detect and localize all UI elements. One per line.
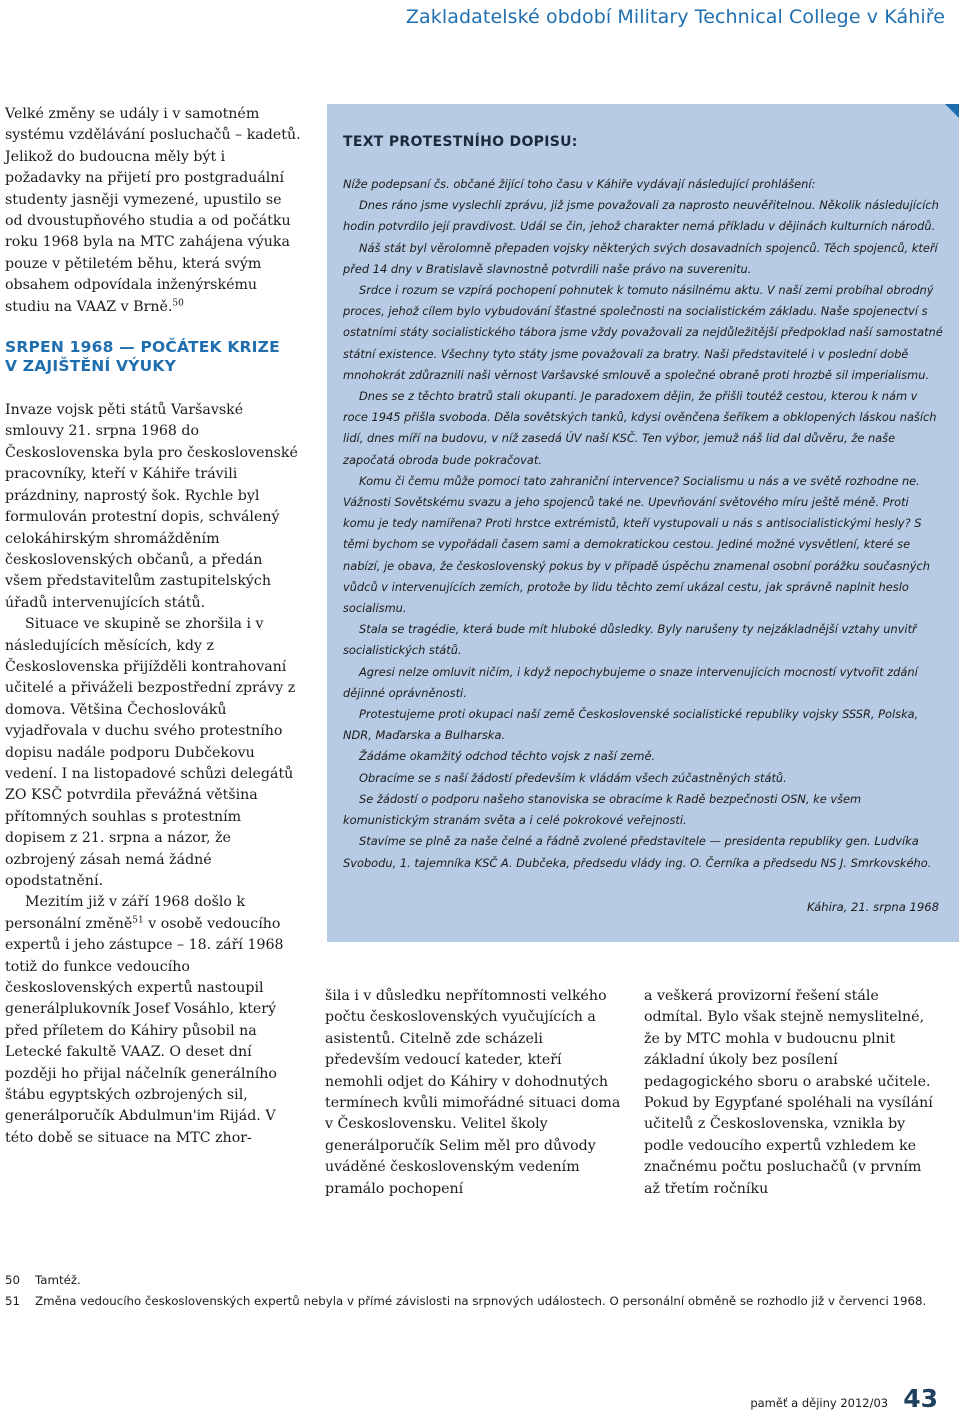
letter-date: Káhira, 21. srpna 1968 bbox=[806, 900, 939, 914]
letter-paragraph: Protestujeme proti okupaci naší země Československé socialistické republiky vojsky SSSR, Polska, NDR, Maďarska a Bulharska. bbox=[343, 707, 919, 743]
paragraph-personnel-text-b: v osobě vedoucího expertů i jeho zástupce – 18. září 1968 totiž do funkce vedoucího československých expertů nastoupil generálplukovník Josef Vosáhlo, který před příletem do Káhiry působil na Letecké fakultě VAAZ. O deset dní později ho přijal náčelník generálního štábu egyptských ozbrojených sil, generálporučík Abdulmun'im Rijád. V této době se situace na MTC zhor- bbox=[5, 915, 284, 1146]
page-number: 43 bbox=[903, 1384, 938, 1413]
letter-paragraph: Žádáme okamžitý odchod těchto vojsk z naší země. bbox=[359, 749, 656, 764]
footnote-50 bbox=[0, 1270, 945, 1291]
footnote-text: Tamtéž. bbox=[35, 1273, 81, 1287]
running-header: Zakladatelské období Military Technical College v Káhiře bbox=[405, 6, 945, 28]
footnote-number: 51 bbox=[5, 1294, 21, 1308]
paragraph-personnel bbox=[5, 892, 301, 1149]
letter-paragraph: Agresi nelze omluvit ničím, i když nepochybujeme o snaze intervenujících mocností vytvořit zdání dějinné oprávněnosti. bbox=[343, 664, 918, 700]
paragraph-personnel-text-a: Mezitím již v září 1968 došlo k personální změně bbox=[5, 894, 246, 932]
footnote-number: 50 bbox=[5, 1273, 21, 1287]
protest-letter-body bbox=[343, 174, 943, 874]
letter-paragraph: Obracíme se s naší žádostí především k vládám všech zúčastněných států. bbox=[359, 770, 787, 785]
paragraph-situation: Situace ve skupině se zhoršila i v následujících měsících, kdy z Československa přijížděli kontrahovaní učitelé a přiváželi bezpostřední zprávy z domova. Většina Čechoslováků vyjadřovala v duchu svého protestního dopisu nadále podporu Dubčekovu vedení. I na listopadové schůzi delegátů ZO KSČ potvrdila převážná většina přítomných souhlas s protestním dopisem z 21. srpna a názor, že ozbrojený zásah nemá žádné opodstatnění. bbox=[5, 616, 296, 889]
footnote-ref-51[interactable]: 51 bbox=[132, 915, 144, 926]
left-column bbox=[5, 104, 301, 1149]
middle-column bbox=[325, 986, 621, 1200]
page-footer bbox=[750, 1384, 938, 1413]
section-heading-line-1: SRPEN 1968 — POČÁTEK KRIZE bbox=[5, 338, 280, 357]
letter-paragraph: Se žádostí o podporu našeho stanoviska se obracíme k Radě bezpečnosti OSN, ke všem komunistickým stranám světa a i celé pokrokové veřejnosti. bbox=[343, 791, 862, 828]
protest-letter-title: TEXT PROTESTNÍHO DOPISU: bbox=[343, 134, 578, 150]
letter-paragraph: Dnes se z těchto bratrů stali okupanti. Je paradoxem dějin, že přišli toutéž cestou, kterou k nám v roce 1945 přišla svoboda. Děla sovětských tanků, kdysi ověnčena šeříkem a obklopených láskou naších lidí, dnes míří na budovu, v níž zasedá ÚV naší KSČ. Ten výbor, jemuž náš lid dal důvěru, že naše započatá obroda bude pokračovat. bbox=[343, 389, 937, 467]
letter-paragraph: Náš stát byl věrolomně přepaden vojsky některých svých dosavadních spojenců. Těch spojenců, kteří před 14 dny v Bratislavě slavnostně potvrdili naše právo na suverenitu. bbox=[343, 240, 938, 276]
box-corner-accent bbox=[945, 104, 959, 118]
footnote-text: Změna vedoucího československých expertů nebyla v přímé závislosti na srpnových událostech. O personální obměně se rozhodlo již v červenci 1968. bbox=[35, 1294, 927, 1308]
paragraph-intro bbox=[5, 104, 301, 318]
right-column bbox=[644, 986, 940, 1200]
letter-paragraph: Stavíme se plně za naše čelné a řádně zvolené představitele — presidenta republiky gen. Ludvíka Svobodu, 1. tajemníka KSČ A. Dubčeka, předsedu vlády ing. O. Černíka a předsedu NS J. Smrkovského. bbox=[343, 834, 932, 870]
footnote-51 bbox=[0, 1291, 945, 1312]
section-heading bbox=[5, 338, 301, 376]
letter-paragraph: Dnes ráno jsme vyslechli zprávu, již jsme považovali za naprosto neuvěřitelnou. Několik následujících hodin potvrdilo její pravdivost. Udál se čin, jehož charakter nemá příkladu v dějinách kulturních národů. bbox=[343, 198, 939, 234]
section-heading-line-2: V ZAJIŠTĚNÍ VÝUKY bbox=[5, 357, 177, 376]
protest-letter-box bbox=[327, 104, 959, 942]
letter-paragraph: Komu či čemu může pomoci tato zahraniční intervence? Socialismu u nás a ve světě rozhodne ne. Vážnosti Sovětskému svazu a jeho spojenců také ne. Upevňování světového míru ještě méně. Proti komu je tedy namířena? Proti hrstce extrémistů, kteří vystupovali u nás s antisocialistickými hesly? S těmi bychom se vypořádali časem sami a demokratickou cestou. Jediné možné vysvětlení, které se nabízí, je obava, že československý pokus by v případě úspěchu znamenal osobní porážku současných vůdců v intervenujících zemích, protože by lidu těchto zemí ukázal cestu, jak správně naplnit heslo socialismu. bbox=[343, 473, 931, 616]
footnotes bbox=[0, 1270, 945, 1312]
letter-paragraph: Níže podepsaní čs. občané žijící toho času v Káhiře vydávají následující prohlášení: bbox=[343, 177, 816, 191]
paragraph-right: a veškerá provizorní řešení stále odmítal. Bylo však stejně nemyslitelné, že by MTC mohla v budoucnu plnit základní úkoly bez posílení pedagogického sboru o arabské učitele. Pokud by Egypťané spoléhali na vysílání učitelů z Československa, vznikla by podle vedoucího expertů vzhledem ke značnému počtu posluchačů (v prvním až třetím ročníku bbox=[644, 988, 933, 1197]
paragraph-invasion: Invaze vojsk pěti států Varšavské smlouvy 21. srpna 1968 do Československa byla pro československé pracovníky, kteří v Káhiře trávili prázdniny, naprostý šok. Rychle byl formulován protestní dopis, schválený celokáhirským shromážděním československých občanů, a předán všem představitelům zastupitelských úřadů intervenujících států. bbox=[5, 402, 298, 611]
letter-paragraph: Stala se tragédie, která bude mít hluboké důsledky. Byly narušeny ty nejzákladnější vztahy unvitř socialistických států. bbox=[343, 622, 917, 658]
paragraph-middle: šila i v důsledku nepřítomnosti velkého počtu československých vyučujících a asistentů. Citelně zde scházeli především vedoucí kateder, kteří nemohli odjet do Káhiry v dohodnutých termínech kvůli mimořádné situaci doma v Československu. Velitel školy generálporučík Selim měl pro důvody uváděné československým vedením pramálo pochopení bbox=[325, 988, 621, 1197]
paragraph-intro-text: Velké změny se udály i v samotném systému vzdělávání posluchačů – kadetů. Jelikož do budoucna měly být i požadavky na přijetí pro postgraduální studenty jasněji vymezené, upustilo se od dvoustupňového studia a od počátku roku 1968 byla na MTC zahájena výuka pouze v pětiletém běhu, která svým obsahem odpovídala inženýrskému studiu na VAAZ v Brně. bbox=[5, 106, 301, 315]
magazine-issue: paměť a dějiny 2012/03 bbox=[750, 1396, 889, 1410]
letter-paragraph: Srdce i rozum se vzpírá pochopení pohnutek k tomuto násilnému aktu. V naší zemi probíhal obrodný proces, jehož cílem bylo vybudování šťastné společnosti na socialistickém základu. Naše spojenectví s ostatními státy socialistického tábora jsme vždy považovali za nejdůležitější předpoklad naší samostatné státní existence. Všechny tyto státy jsme považovali za bratry. Naši představitelé i v poslední době mnohokrát zdůraznili naši věrnost Varšavské smlouvě a společné obraně proti hrozbě sil imperialismu. bbox=[343, 283, 943, 382]
footnote-ref-50[interactable]: 50 bbox=[172, 297, 184, 308]
